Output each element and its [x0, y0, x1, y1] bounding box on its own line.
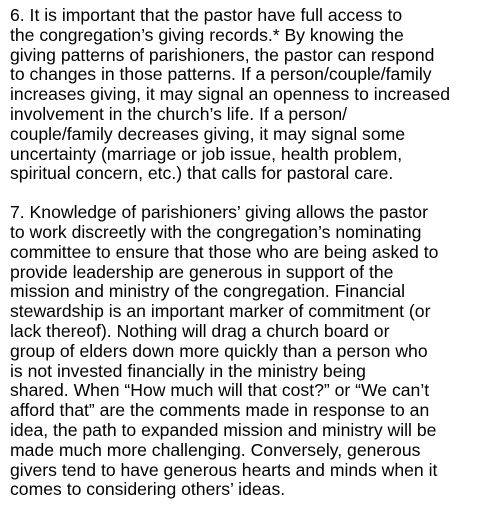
- paragraph-line: to changes in those patterns. If a person/couple/family: [10, 64, 432, 85]
- paragraph-line: 6. It is important that the pastor have full access to: [10, 5, 403, 25]
- paragraph-line: made much more challenging. Conversely, generous: [10, 439, 421, 460]
- document-page: [10, 6, 478, 500]
- paragraph-line: committee to ensure that those who are being asked to: [10, 241, 439, 262]
- paragraph-line: idea, the path to expanded mission and ministry will be: [10, 419, 437, 440]
- paragraph-line: giving patterns of parishioners, the pastor can respond: [10, 44, 435, 65]
- paragraph-line: uncertainty (marriage or job issue, health problem,: [10, 143, 403, 164]
- paragraph-line: 7. Knowledge of parishioners’ giving allows the pastor: [10, 202, 428, 223]
- paragraph-line: mission and ministry of the congregation. Financial: [10, 281, 406, 302]
- paragraph-line: is not invested financially in the ministry being: [10, 360, 366, 381]
- paragraph-7: [10, 203, 478, 500]
- paragraph-line: lack thereof). Nothing will drag a church board or: [10, 320, 390, 341]
- paragraph-line: spiritual concern, etc.) that calls for pastoral care.: [10, 163, 394, 184]
- paragraph-line: comes to considering others’ ideas.: [10, 479, 286, 500]
- paragraph-spacer: [10, 184, 478, 203]
- paragraph-line: stewardship is an important marker of commitment (or: [10, 301, 431, 322]
- paragraph-line: group of elders down more quickly than a person who: [10, 340, 428, 361]
- paragraph-line: increases giving, it may signal an openness to increased: [10, 84, 451, 105]
- paragraph-line: couple/family decreases giving, it may signal some: [10, 123, 406, 144]
- paragraph-line: to work discreetly with the congregation’s nominating: [10, 221, 422, 242]
- paragraph-line: involvement in the church’s life. If a person/: [10, 103, 348, 124]
- paragraph-line: afford that” are the comments made in response to an: [10, 400, 430, 421]
- paragraph-6: [10, 6, 478, 184]
- paragraph-line: givers tend to have generous hearts and minds when it: [10, 459, 438, 480]
- paragraph-line: the congregation’s giving records.* By knowing the: [10, 24, 404, 45]
- paragraph-line: shared. When “How much will that cost?” or “We can’t: [10, 380, 430, 401]
- paragraph-line: provide leadership are generous in support of the: [10, 261, 394, 282]
